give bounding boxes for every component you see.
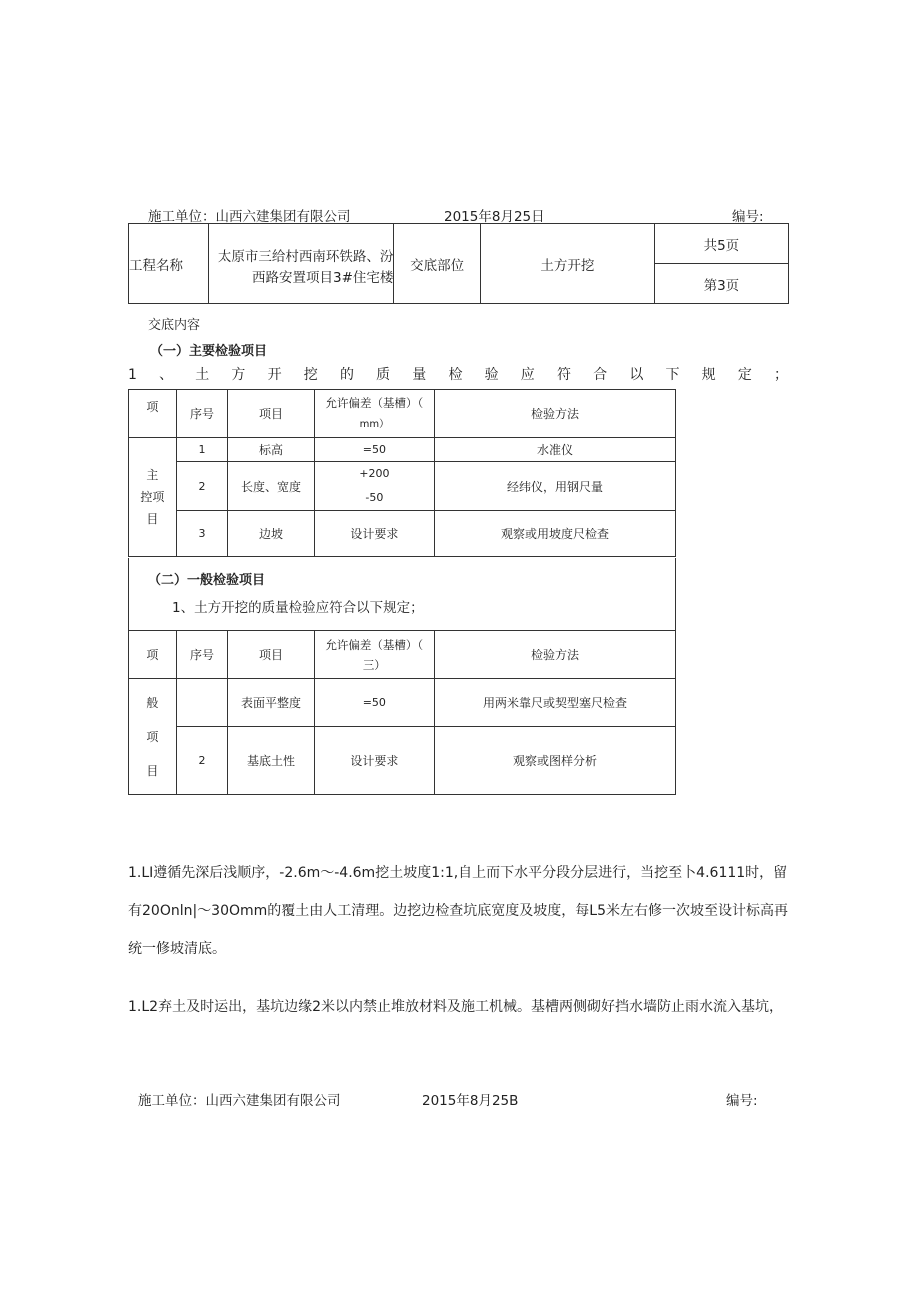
row-item: 基底土性 — [228, 727, 314, 795]
row-tolerance: 设计要求 — [314, 727, 434, 795]
row-method: 观察或图样分析 — [434, 727, 675, 795]
row-tolerance: =50 — [314, 679, 434, 727]
group-label-general — [129, 679, 177, 795]
paragraph-1: 1.LI遵循先深后浅顺序，-2.6m～-4.6m挖土坡度1:1,自上而下水平分段分层进行，当挖至卜4.6111时，留有20Onln|～30Omm的覆土由人工清理。边挖边检查坑底宽度及坡度，每L5米左右修一次坡至设计标高再统一修坡清底。 — [128, 865, 789, 957]
group-label-line: 目 — [146, 512, 159, 526]
part-value: 土方开挖 — [480, 224, 654, 304]
footer-construction-unit: 施工单位：山西六建集团有限公司 — [138, 1093, 341, 1109]
row-no — [176, 679, 228, 727]
construction-unit: 施工单位：山西六建集团有限公司 — [148, 209, 351, 225]
tolerance-line1: 允许偏差（基槽）（ — [325, 395, 424, 410]
number-label: 编号: — [732, 209, 764, 225]
row-item: 长度、宽度 — [228, 462, 314, 511]
row-method: 观察或用坡度尺检查 — [434, 511, 675, 557]
tolerance-line2: mm） — [359, 418, 390, 430]
general-inspection-table — [128, 630, 676, 795]
row-no: 3 — [176, 511, 228, 557]
section2-title: （二）一般检验项目 — [148, 573, 266, 588]
row-item: 标高 — [228, 438, 314, 462]
footer-number-label: 编号: — [726, 1093, 758, 1109]
group-label-line: 项 — [146, 729, 159, 744]
group-label-line: 主 — [146, 468, 159, 482]
tolerance-upper: +200 — [359, 467, 390, 480]
section2-intro: 1、土方开挖的质量检验应符合以下规定； — [172, 600, 424, 616]
col-header-no: 序号 — [176, 390, 228, 438]
page-number: 第3页 — [654, 264, 788, 304]
col-header-tolerance — [314, 631, 434, 679]
row-item: 表面平整度 — [228, 679, 314, 727]
row-method: 水准仪 — [434, 438, 675, 462]
header-date: 2015年8月25日 — [444, 209, 545, 225]
tolerance-lower: -50 — [365, 491, 384, 504]
group-label-line: 控项 — [140, 490, 165, 504]
col-header-group: 项 — [129, 631, 177, 679]
footer-date: 2015年8月25B — [422, 1093, 519, 1109]
row-method: 用两米靠尺或契型塞尺检查 — [434, 679, 675, 727]
project-name-value: 太原市三给村西南环铁路、汾西路安置项目3#住宅楼 — [208, 224, 394, 304]
row-no: 1 — [176, 438, 228, 462]
content-label: 交底内容 — [148, 318, 201, 333]
tolerance-line1: 允许偏差（基槽）（ — [325, 637, 424, 652]
group-label-line: 般 — [146, 695, 159, 710]
col-header-method: 检验方法 — [434, 631, 675, 679]
row-no: 2 — [176, 727, 228, 795]
col-header-method: 检验方法 — [434, 390, 675, 438]
col-header-item: 项目 — [228, 631, 314, 679]
part-label: 交底部位 — [394, 224, 480, 304]
project-name-label: 工程名称 — [129, 224, 209, 304]
row-tolerance — [314, 462, 434, 511]
col-header-group: 项 — [129, 390, 177, 438]
col-header-no: 序号 — [176, 631, 228, 679]
main-inspection-table — [128, 389, 676, 557]
group-label-line: 目 — [146, 763, 159, 778]
project-info-table — [128, 223, 789, 304]
tolerance-line2: 三） — [362, 657, 386, 672]
section1-intro: 1、土方开挖的质量检验应符合以下规定； — [128, 367, 788, 383]
paragraph-2: 1.L2弃土及时运出，基坑边缘2米以内禁止堆放材料及施工机械。基槽两侧砌好挡水墙防止雨水流入基坑， — [128, 999, 783, 1015]
total-pages: 共5页 — [654, 224, 788, 264]
section1-title: （一）主要检验项目 — [150, 344, 268, 359]
col-header-item: 项目 — [228, 390, 314, 438]
row-tolerance: =50 — [314, 438, 434, 462]
row-item: 边坡 — [228, 511, 314, 557]
row-no: 2 — [176, 462, 228, 511]
row-method: 经纬仪，用钢尺量 — [434, 462, 675, 511]
row-tolerance: 设计要求 — [314, 511, 434, 557]
group-label-main — [129, 438, 177, 557]
col-header-tolerance — [314, 390, 434, 438]
